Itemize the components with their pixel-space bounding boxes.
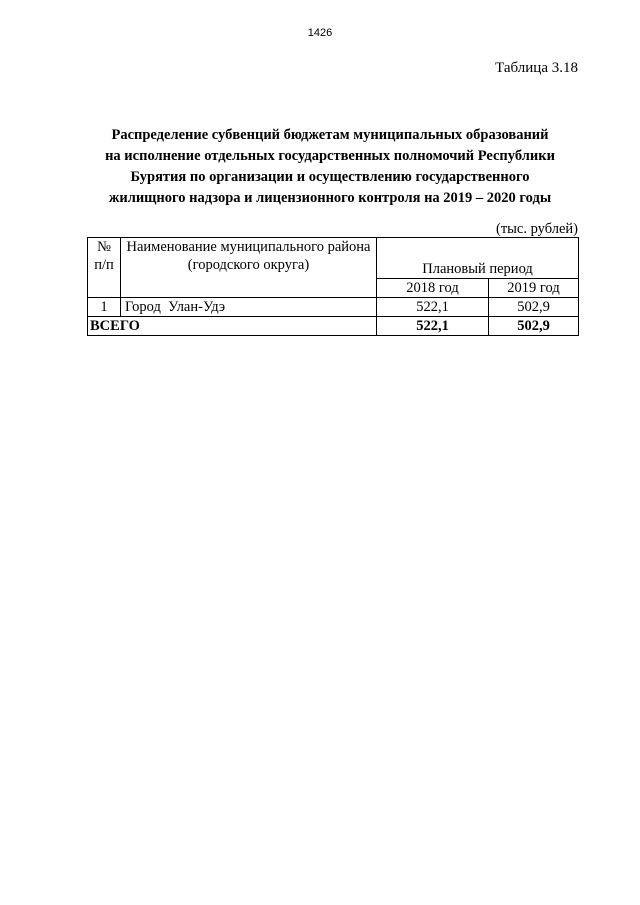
row-num: 1 — [88, 298, 121, 317]
page-number: 1426 — [307, 27, 333, 39]
table-header-row — [88, 238, 579, 279]
table-label: Таблица 3.18 — [495, 60, 578, 76]
header-year-2018: 2018 год — [377, 279, 489, 298]
row-name: Город Улан-Удэ — [121, 298, 377, 317]
header-num-cell — [88, 238, 121, 298]
table-row — [88, 298, 579, 317]
header-name-line2: (городского округа) — [187, 257, 310, 273]
title-line-3: Бурятия по организации и осуществлению государственного — [130, 169, 530, 185]
header-plan-period: Плановый период — [377, 238, 579, 279]
title-line-4: жилищного надзора и лицензионного контроля на 2019 – 2020 годы — [108, 190, 552, 206]
total-value-2019: 502,9 — [489, 317, 579, 336]
header-year-2019: 2019 год — [489, 279, 579, 298]
header-name-cell — [121, 238, 377, 298]
row-value-2018: 522,1 — [377, 298, 489, 317]
title-line-2: на исполнение отдельных государственных полномочий Республики — [105, 148, 555, 164]
document-title — [80, 125, 580, 209]
total-value-2018: 522,1 — [377, 317, 489, 336]
total-label: ВСЕГО — [88, 317, 377, 336]
header-num-line2: п/п — [94, 257, 114, 273]
header-name-line1: Наименование муниципального района — [126, 239, 371, 255]
table-total-row — [88, 317, 579, 336]
budget-table — [87, 237, 579, 336]
title-line-1: Распределение субвенций бюджетам муниципальных образований — [111, 127, 549, 143]
row-value-2019: 502,9 — [489, 298, 579, 317]
header-num-line1: № — [97, 239, 111, 255]
units-label: (тыс. рублей) — [496, 221, 578, 237]
